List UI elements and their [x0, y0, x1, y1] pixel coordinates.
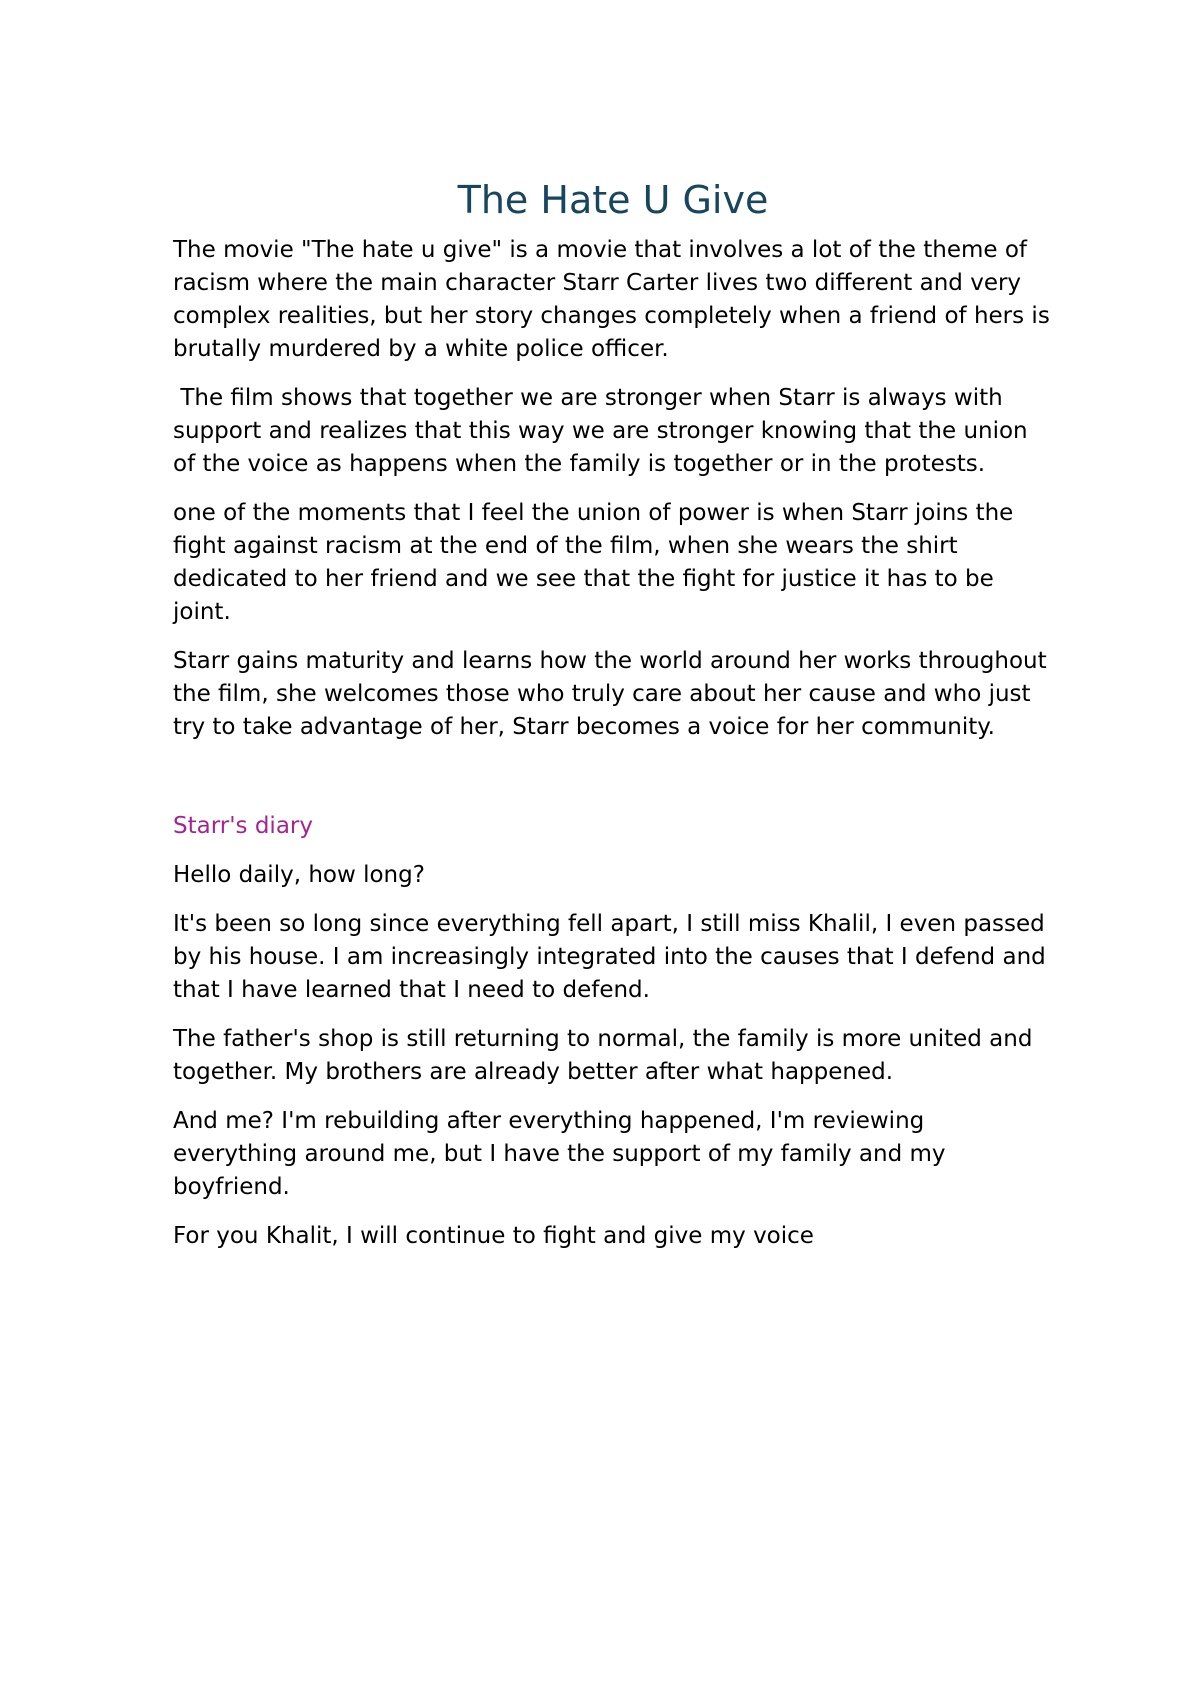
- essay-paragraph-2: The film shows that together we are stronger when Starr is always with support and realizes that this way we are stronger knowing that the union of the voice as happens when the family is together or in the protests.: [173, 385, 1035, 477]
- document-body: [173, 172, 1058, 1269]
- diary-paragraph-2: It's been so long since everything fell apart, I still miss Khalil, I even passed by his house. I am increasingly integrated into the causes that I defend and that I have learned that I need to defend.: [173, 911, 1054, 1003]
- diary-paragraph-1: Hello daily, how long?: [173, 862, 425, 888]
- essay-paragraph-1: The movie "The hate u give" is a movie that involves a lot of the theme of racism where the main character Starr Carter lives two different and very complex realities, but her story changes completely when a friend of hers is brutally murdered by a white police officer.: [173, 237, 1058, 362]
- diary-paragraph-5: For you Khalit, I will continue to fight and give my voice: [173, 1223, 814, 1249]
- diary-heading: Starr's diary: [173, 813, 313, 839]
- essay-paragraph-4: Starr gains maturity and learns how the world around her works throughout the film, she welcomes those who truly care about her cause and who just try to take advantage of her, Starr becomes a voice for her community.: [173, 648, 1054, 740]
- diary-paragraph-3: The father's shop is still returning to normal, the family is more united and together. My brothers are already better after what happened.: [173, 1026, 1040, 1085]
- essay-paragraph-3: one of the moments that I feel the union of power is when Starr joins the fight against racism at the end of the film, when she wears the shirt dedicated to her friend and we see that the fight for justice it has to be joint.: [173, 500, 1021, 625]
- diary-paragraph-4: And me? I'm rebuilding after everything happened, I'm reviewing everything around me, but I have the support of my family and my boyfriend.: [173, 1108, 953, 1200]
- document-title: The Hate U Give: [457, 178, 769, 222]
